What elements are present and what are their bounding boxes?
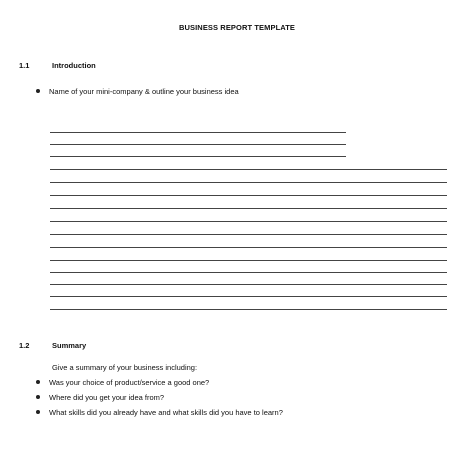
summary-bullet-text: Was your choice of product/service a good one? <box>49 378 210 387</box>
section-heading-introduction: Introduction <box>52 61 96 70</box>
summary-bullet-item <box>36 378 209 387</box>
writing-line[interactable] <box>50 234 447 235</box>
writing-line[interactable] <box>50 195 447 196</box>
section-number-summary: 1.2 <box>19 341 30 350</box>
writing-line[interactable] <box>50 182 447 183</box>
writing-line[interactable] <box>50 156 346 157</box>
writing-line[interactable] <box>50 144 346 145</box>
summary-intro-text: Give a summary of your business including: <box>52 363 198 372</box>
writing-line[interactable] <box>50 309 447 310</box>
writing-line[interactable] <box>50 284 447 285</box>
writing-line[interactable] <box>50 132 346 133</box>
intro-bullet-item <box>36 87 239 96</box>
bullet-icon <box>36 410 40 414</box>
writing-line[interactable] <box>50 272 447 273</box>
bullet-icon <box>36 89 40 93</box>
intro-bullet-text: Name of your mini-company & outline your business idea <box>49 87 239 96</box>
bullet-icon <box>36 395 40 399</box>
writing-line[interactable] <box>50 247 447 248</box>
bullet-icon <box>36 380 40 384</box>
summary-bullet-item <box>36 408 283 417</box>
section-number-introduction: 1.1 <box>19 61 30 70</box>
writing-line[interactable] <box>50 169 447 170</box>
section-heading-summary: Summary <box>52 341 87 350</box>
writing-line[interactable] <box>50 208 447 209</box>
summary-bullet-text: Where did you get your idea from? <box>49 393 165 402</box>
writing-line[interactable] <box>50 296 447 297</box>
summary-bullet-item <box>36 393 164 402</box>
writing-line[interactable] <box>50 260 447 261</box>
summary-bullet-text: What skills did you already have and what skills did you have to learn? <box>49 408 283 417</box>
writing-line[interactable] <box>50 221 447 222</box>
document-title: BUSINESS REPORT TEMPLATE <box>178 23 296 32</box>
